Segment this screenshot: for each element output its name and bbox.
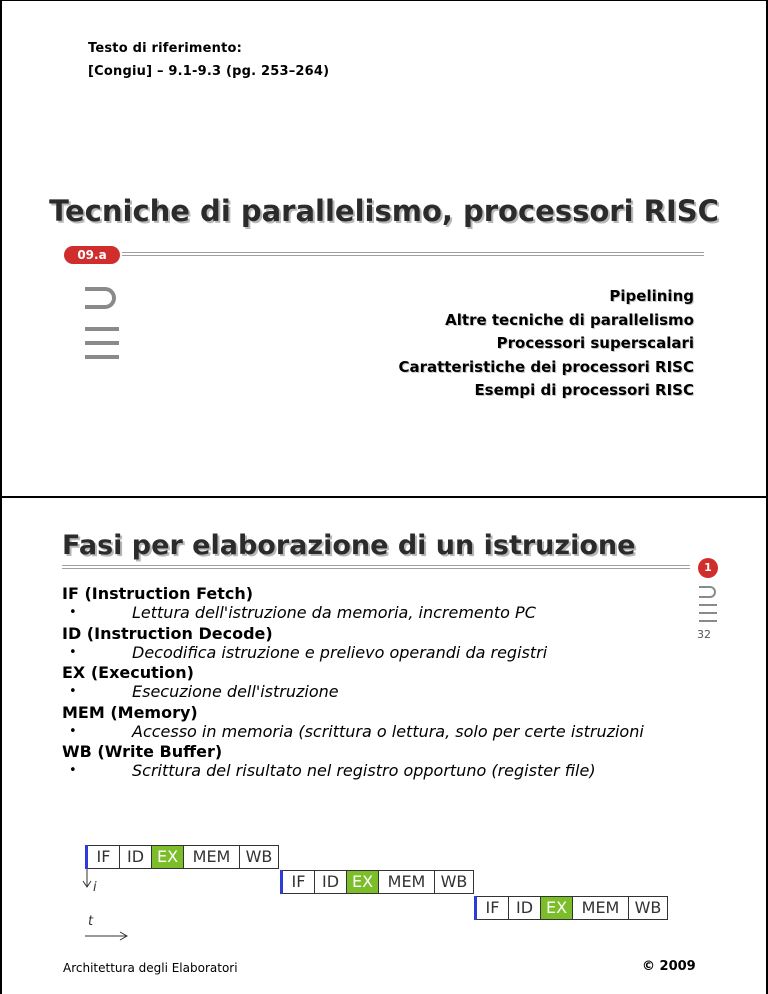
phase-item xyxy=(62,702,732,742)
phase-item xyxy=(62,662,732,702)
slide1-title: Tecniche di parallelismo, processori RISC xyxy=(49,194,719,228)
topic-item: Altre tecniche di parallelismo xyxy=(445,310,694,329)
topic-item: Esempi di processori RISC xyxy=(474,381,694,399)
phase-desc: • Scrittura del risultato nel registro opportuno (register file) xyxy=(62,762,732,781)
page-total: 32 xyxy=(697,628,711,641)
topic-item: Pipelining xyxy=(609,287,694,305)
phase-desc: • Accesso in memoria (scrittura o lettura, solo per certe istruzioni xyxy=(62,723,732,742)
phase-name: EX (Execution) xyxy=(62,663,194,682)
footer-course: Architettura degli Elaboratori xyxy=(63,961,238,975)
stage-wb: WB xyxy=(629,896,668,920)
topic-item: Processori superscalari xyxy=(496,334,694,352)
arrow-right-icon xyxy=(84,930,130,942)
slide2-rule xyxy=(62,565,690,569)
axis-t-label: t xyxy=(88,914,94,929)
slide-divider xyxy=(0,496,768,498)
stage-wb: WB xyxy=(435,870,474,894)
page-badge: 1 xyxy=(698,558,718,578)
stage-id: ID xyxy=(509,896,541,920)
slide1-rule xyxy=(122,252,704,256)
reference-label: Testo di riferimento: xyxy=(88,41,243,56)
phase-item xyxy=(62,741,732,781)
pipeline-row xyxy=(280,870,474,894)
phase-list xyxy=(62,583,732,781)
frame-top xyxy=(0,0,768,1)
phase-item xyxy=(62,623,732,663)
stage-mem: MEM xyxy=(379,870,435,894)
stage-if: IF xyxy=(88,845,120,869)
phase-name: WB (Write Buffer) xyxy=(62,742,223,761)
stage-id: ID xyxy=(120,845,152,869)
stage-wb: WB xyxy=(240,845,279,869)
phase-desc: • Esecuzione dell'istruzione xyxy=(62,683,732,702)
topic-list xyxy=(398,285,694,403)
phase-name: IF (Instruction Fetch) xyxy=(62,584,254,603)
reference-text: [Congiu] – 9.1-9.3 (pg. 253–264) xyxy=(88,64,330,79)
pipeline-row xyxy=(85,845,279,869)
stage-if: IF xyxy=(477,896,509,920)
phase-desc: • Decodifica istruzione e prelievo operandi da registri xyxy=(62,644,732,663)
section-badge: 09.a xyxy=(64,246,120,264)
stage-ex: EX xyxy=(152,845,184,869)
stage-id: ID xyxy=(315,870,347,894)
stage-ex: EX xyxy=(541,896,573,920)
topic-item: Caratteristiche dei processori RISC xyxy=(398,357,694,376)
phase-name: MEM (Memory) xyxy=(62,702,198,722)
stage-if: IF xyxy=(283,870,315,894)
stage-mem: MEM xyxy=(184,845,240,869)
phase-name: ID (Instruction Decode) xyxy=(62,623,273,643)
pipeline-row xyxy=(474,896,668,920)
logo-icon xyxy=(83,285,125,365)
slide2-title: Fasi per elaborazione di un istruzione xyxy=(62,530,636,561)
footer-copyright: © 2009 xyxy=(642,959,696,974)
phase-item xyxy=(62,583,732,623)
phase-desc: • Lettura dell'istruzione da memoria, incremento PC xyxy=(62,604,732,623)
stage-mem: MEM xyxy=(573,896,629,920)
stage-ex: EX xyxy=(347,870,379,894)
axis-i-label: i xyxy=(93,880,97,895)
